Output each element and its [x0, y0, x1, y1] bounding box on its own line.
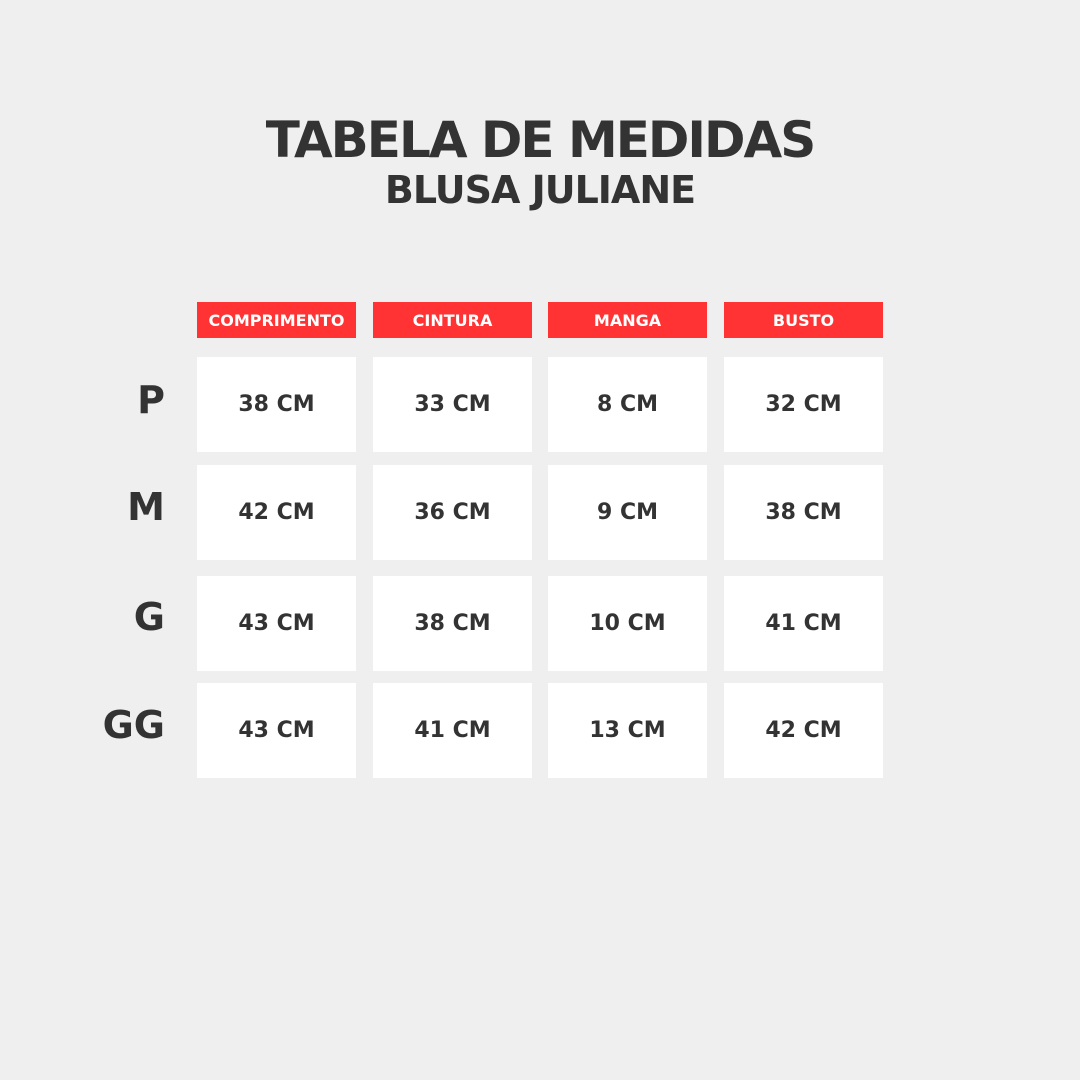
table-cell: 43 CM: [197, 576, 356, 671]
row-label-size: G: [133, 595, 165, 639]
table-cell: 38 CM: [373, 576, 532, 671]
table-cell: 42 CM: [197, 465, 356, 560]
page-title: TABELA DE MEDIDAS: [265, 111, 815, 169]
column-header-busto: BUSTO: [724, 302, 883, 338]
row-label-size: M: [127, 485, 165, 529]
table-cell: 38 CM: [197, 357, 356, 452]
column-header-comprimento: COMPRIMENTO: [197, 302, 356, 338]
table-cell: 32 CM: [724, 357, 883, 452]
table-cell: 42 CM: [724, 683, 883, 778]
table-cell: 36 CM: [373, 465, 532, 560]
table-cell: 41 CM: [373, 683, 532, 778]
table-cell: 9 CM: [548, 465, 707, 560]
table-cell: 13 CM: [548, 683, 707, 778]
table-cell: 8 CM: [548, 357, 707, 452]
row-label-size: P: [137, 378, 165, 422]
table-cell: 41 CM: [724, 576, 883, 671]
column-header-cintura: CINTURA: [373, 302, 532, 338]
page-subtitle: BLUSA JULIANE: [384, 168, 696, 212]
column-header-manga: MANGA: [548, 302, 707, 338]
table-cell: 10 CM: [548, 576, 707, 671]
table-cell: 33 CM: [373, 357, 532, 452]
table-cell: 43 CM: [197, 683, 356, 778]
table-cell: 38 CM: [724, 465, 883, 560]
row-label-size: GG: [102, 703, 165, 747]
